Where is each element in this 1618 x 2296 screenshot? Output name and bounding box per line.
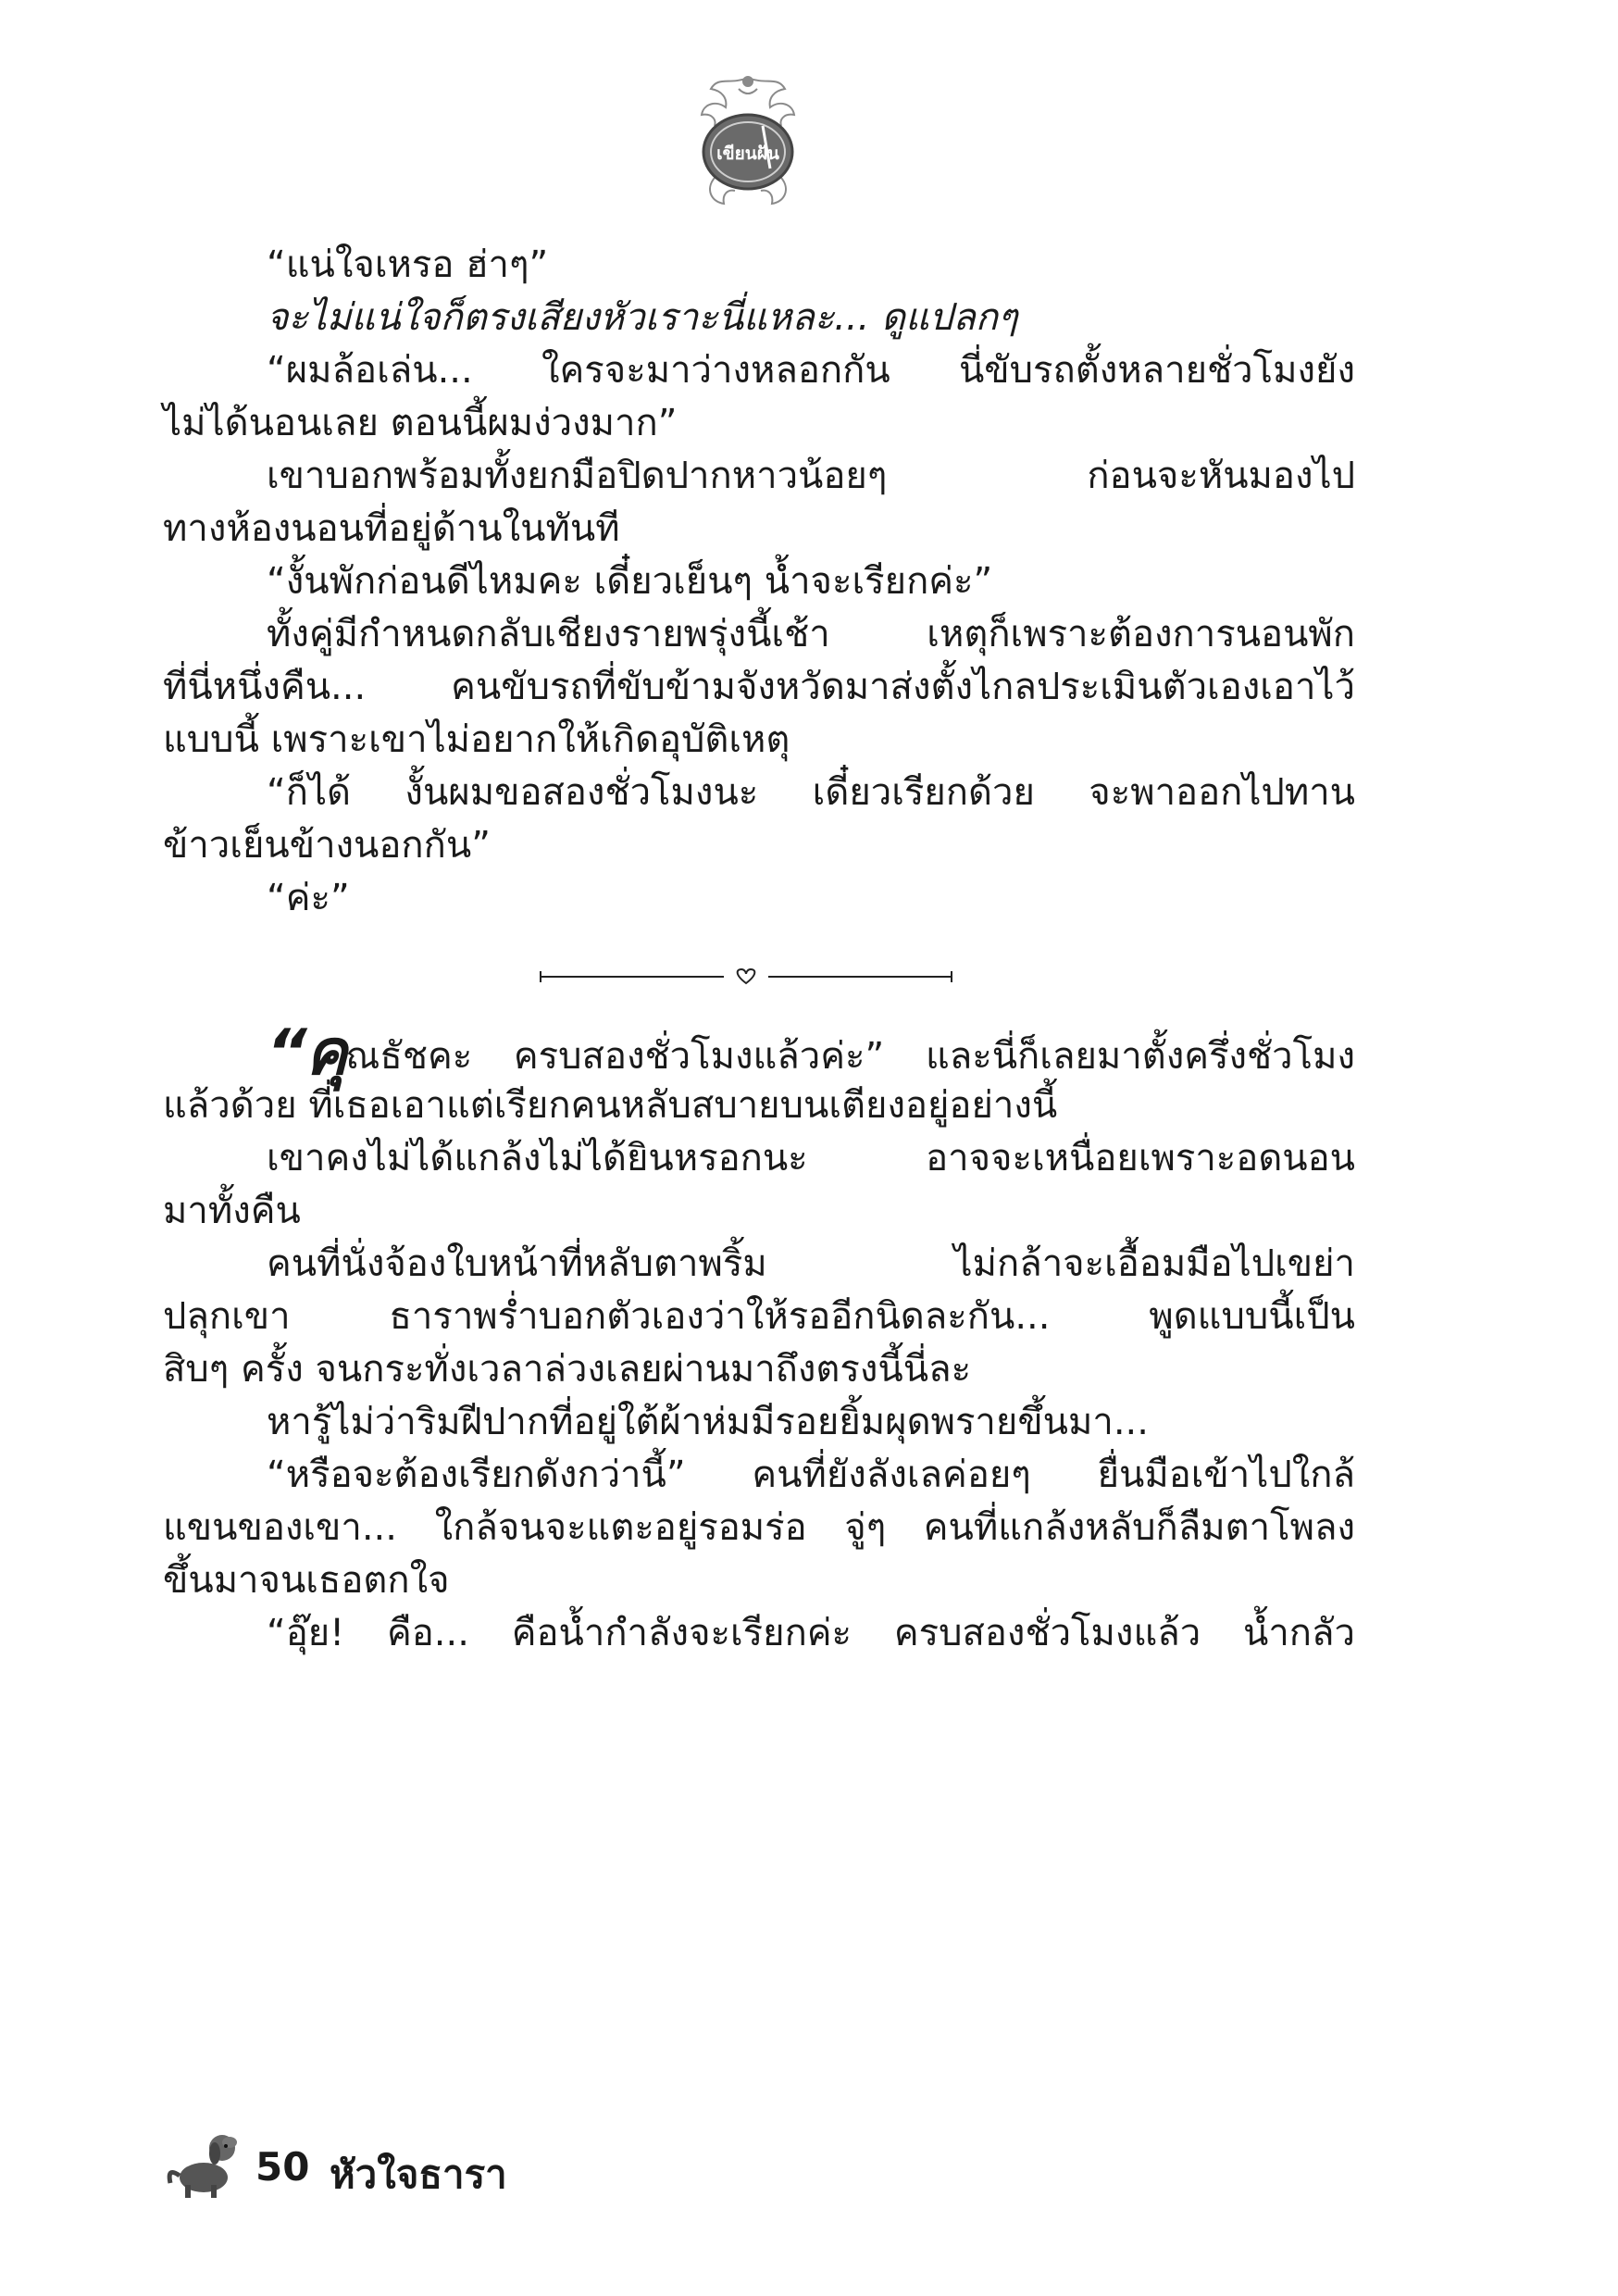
paragraph-line: มาทั้งคืน [163, 1190, 301, 1232]
paragraph-line: เขาบอกพร้อมทั้งยกมือปิดปากหาวน้อยๆ ก่อนจะหันมองไป [267, 455, 1355, 497]
paragraph-line: แขนของเขา... ใกล้จนจะแตะอยู่รอมร่อ จู่ๆ คนที่แกล้งหลับก็ลืมตาโพลง [163, 1506, 1355, 1549]
paragraph-line: หารู้ไม่ว่าริมฝีปากที่อยู่ใต้ผ้าห่มมีรอยยิ้มผุดพรายขึ้นมา... [267, 1401, 1149, 1443]
paragraph-line: ขึ้นมาจนเธอตกใจ [163, 1559, 450, 1602]
publisher-logo-icon [674, 67, 822, 215]
paragraph-line: ที่นี่หนึ่งคืน... คนขับรถที่ขับข้ามจังหวัดมาส่งตั้งไกลประเมินตัวเองเอาไว้ [163, 666, 1355, 708]
page-footer [157, 2111, 805, 2213]
paragraph-line: “แน่ใจเหรอ ฮ่าๆ” [267, 243, 549, 286]
paragraph-line [163, 1017, 1355, 1090]
ornament-heart-icon [539, 966, 953, 988]
page-number: 50 [255, 2144, 310, 2190]
paragraph-line: จะไม่แน่ใจก็ตรงเสียงหัวเราะนี่แหละ... ดูแปลกๆ [267, 296, 1018, 339]
paragraph-line: ทางห้องนอนที่อยู่ด้านในทันที [163, 507, 620, 550]
paragraph-line: “ก็ได้ งั้นผมขอสองชั่วโมงนะ เดี๋ยวเรียกด้วย จะพาออกไปทาน [267, 771, 1355, 814]
paragraph-line: คนที่นั่งจ้องใบหน้าที่หลับตาพริ้ม ไม่กล้าจะเอื้อมมือไปเขย่า [267, 1242, 1355, 1285]
paragraph-line: ไม่ได้นอนเลย ตอนนี้ผมง่วงมาก” [163, 402, 678, 444]
drop-cap: “คุ [267, 1017, 346, 1090]
paragraph-line: ปลุกเขา ธาราพร่ำบอกตัวเองว่าให้รออีกนิดละกัน... พูดแบบนี้เป็น [163, 1295, 1355, 1338]
text-column [163, 239, 1355, 1660]
paragraph-line: “งั้นพักก่อนดีไหมคะ เดี๋ยวเย็นๆ น้ำจะเรียกค่ะ” [267, 560, 993, 603]
paragraph-line: เขาคงไม่ได้แกล้งไม่ได้ยินหรอกนะ อาจจะเหนื่อยเพราะอดนอน [267, 1137, 1355, 1179]
logo-text: เขียนฝัน [716, 144, 779, 164]
paragraph-line: “หรือจะต้องเรียกดังกว่านี้” คนที่ยังลังเลค่อยๆ ยื่นมือเข้าไปใกล้ [267, 1454, 1355, 1496]
book-title: หัวใจธารา [330, 2152, 507, 2197]
dog-icon [157, 2111, 250, 2203]
paragraph-line-rest: ณธัชคะ ครบสองชั่วโมงแล้วค่ะ” และนี่ก็เลยมาตั้งครึ่งชั่วโมง [345, 1035, 1355, 1078]
paragraph-line: แบบนี้ เพราะเขาไม่อยากให้เกิดอุบัติเหตุ [163, 718, 790, 761]
paragraph-line: ข้าวเย็นข้างนอกกัน” [163, 824, 491, 867]
paragraph-line: “ผมล้อเล่น... ใครจะมาว่างหลอกกัน นี่ขับรถตั้งหลายชั่วโมงยัง [267, 349, 1355, 392]
paragraph-line: แล้วด้วย ที่เธอเอาแต่เรียกคนหลับสบายบนเตียงอยู่อย่างนี้ [163, 1084, 1058, 1127]
section-divider [163, 925, 1355, 1027]
paragraph-line: “อุ๊ย! คือ... คือน้ำกำลังจะเรียกค่ะ ครบสองชั่วโมงแล้ว น้ำกลัว [267, 1612, 1355, 1654]
paragraph-line: สิบๆ ครั้ง จนกระทั่งเวลาล่วงเลยผ่านมาถึงตรงนี้นี่ละ [163, 1348, 972, 1391]
paragraph-line: “ค่ะ” [267, 877, 350, 919]
paragraph-line: ทั้งคู่มีกำหนดกลับเชียงรายพรุ่งนี้เช้า เหตุก็เพราะต้องการนอนพัก [267, 613, 1355, 655]
